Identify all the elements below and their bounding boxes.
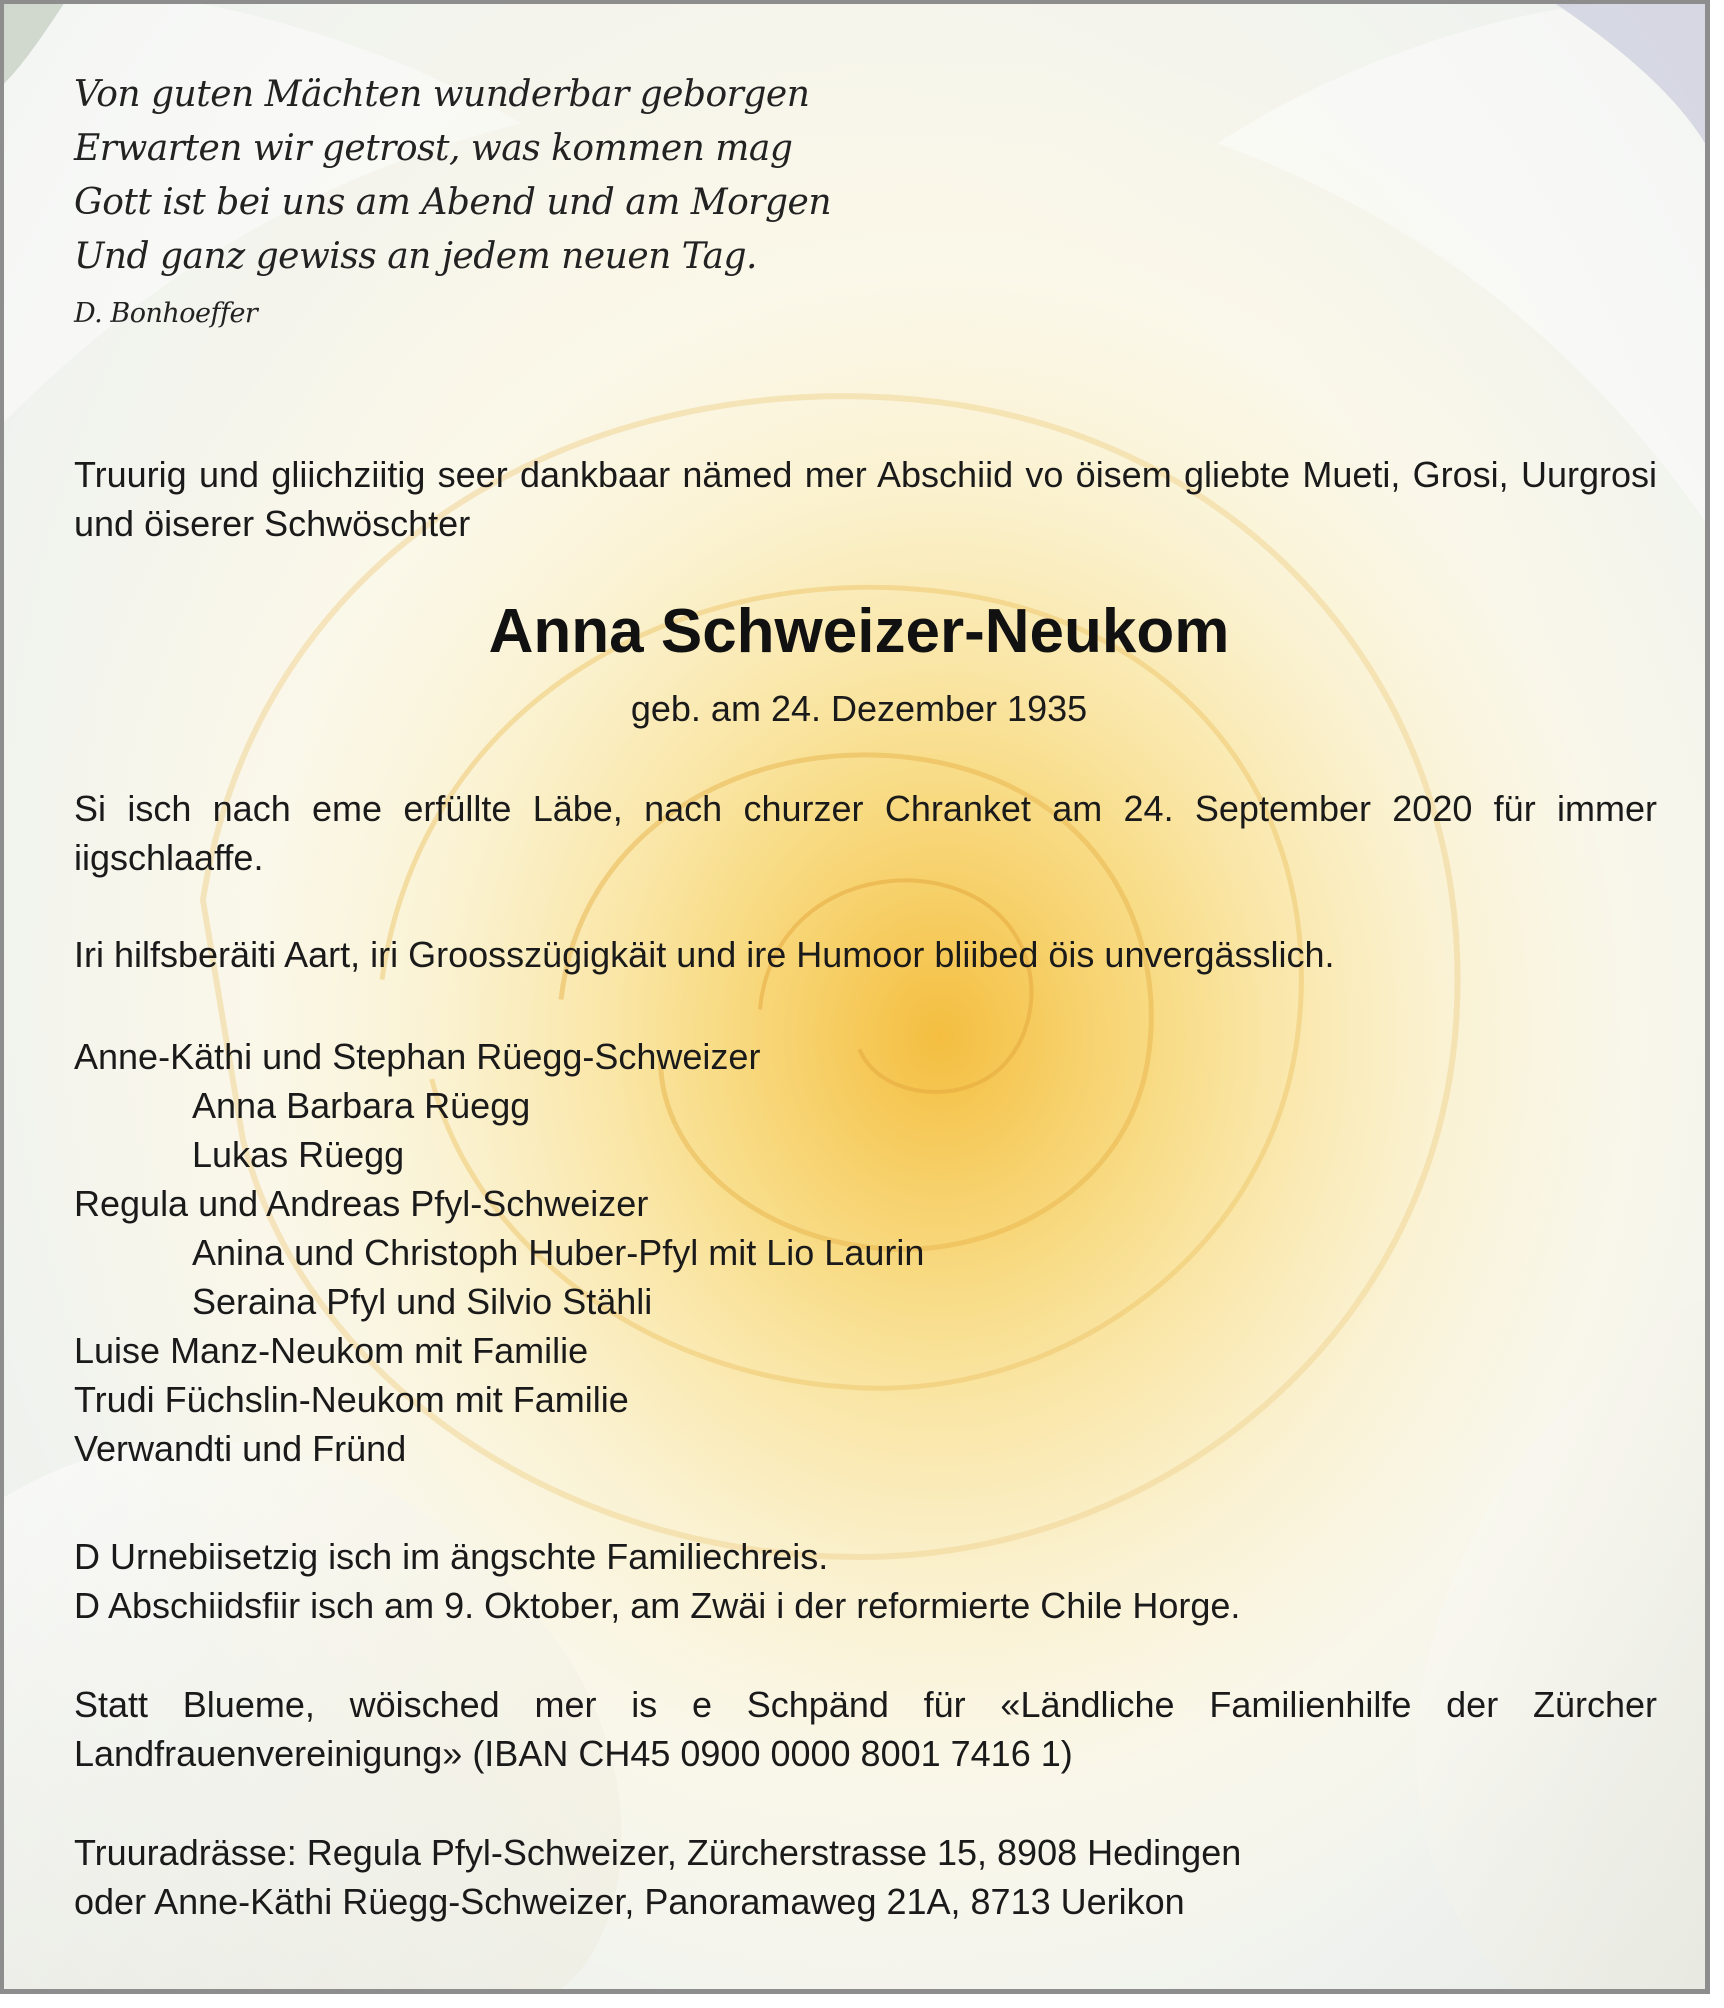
poem-line: Erwarten wir getrost, was kommen mag	[74, 128, 793, 169]
family-member: Luise Manz-Neukom mit Familie	[74, 1330, 589, 1371]
family-member: Lukas Rüegg	[192, 1134, 405, 1175]
family-member: Regula und Andreas Pfyl-Schweizer	[74, 1183, 649, 1224]
bonhoeffer-poem	[74, 68, 831, 334]
obituary-text	[4, 4, 1705, 1989]
poem-line: Von guten Mächten wunderbar geborgen	[74, 74, 810, 115]
burial-info	[74, 1532, 1657, 1630]
mourning-address	[74, 1828, 1657, 1926]
service-line: D Abschiidsfiir isch am 9. Oktober, am Zwäi i der reformierte Chile Horge.	[74, 1585, 1241, 1626]
family-list	[74, 1032, 1657, 1473]
family-member: Anne-Käthi und Stephan Rüegg-Schweizer	[74, 1036, 761, 1077]
intro-paragraph: Truurig und gliichziitig seer dankbaar nämed mer Abschiid vo öisem gliebte Mueti, Grosi, Uurgrosi und öiserer Schwöschter	[74, 454, 1657, 544]
address-line: oder Anne-Käthi Rüegg-Schweizer, Panoramaweg 21A, 8713 Uerikon	[74, 1881, 1185, 1922]
memory-paragraph: Iri hilfsberäiti Aart, iri Groosszügigkäit und ire Humoor bliibed öis unvergässlich.	[74, 934, 1335, 975]
poem-line: Gott ist bei uns am Abend und am Morgen	[74, 182, 832, 223]
death-paragraph: Si isch nach eme erfüllte Läbe, nach churzer Chranket am 24. September 2020 für immer iigschlaaffe.	[74, 788, 1657, 878]
address-line: Truuradrässe: Regula Pfyl-Schweizer, Zürcherstrasse 15, 8908 Hedingen	[74, 1832, 1242, 1873]
burial-line: D Urnebiisetzig isch im ängschte Familiechreis.	[74, 1536, 829, 1577]
poem-line: Und ganz gewiss an jedem neuen Tag.	[74, 236, 757, 277]
family-member: Anina und Christoph Huber-Pfyl mit Lio Laurin	[192, 1232, 925, 1273]
deceased-name: Anna Schweizer-Neukom	[488, 597, 1230, 666]
birth-date: geb. am 24. Dezember 1935	[630, 688, 1088, 729]
donation-paragraph: Statt Blueme, wöisched mer is e Schpänd für «Ländliche Familienhilfe der Zürcher Landfrauenvereinigung» (IBAN CH45 0900 0000 8001 7416 1)	[74, 1684, 1657, 1774]
family-member: Trudi Füchslin-Neukom mit Familie	[74, 1379, 629, 1420]
family-member: Verwandti und Fründ	[74, 1428, 407, 1469]
poem-author: D. Bonhoeffer	[74, 298, 258, 329]
family-member: Anna Barbara Rüegg	[192, 1085, 531, 1126]
family-member: Seraina Pfyl und Silvio Stähli	[192, 1281, 653, 1322]
